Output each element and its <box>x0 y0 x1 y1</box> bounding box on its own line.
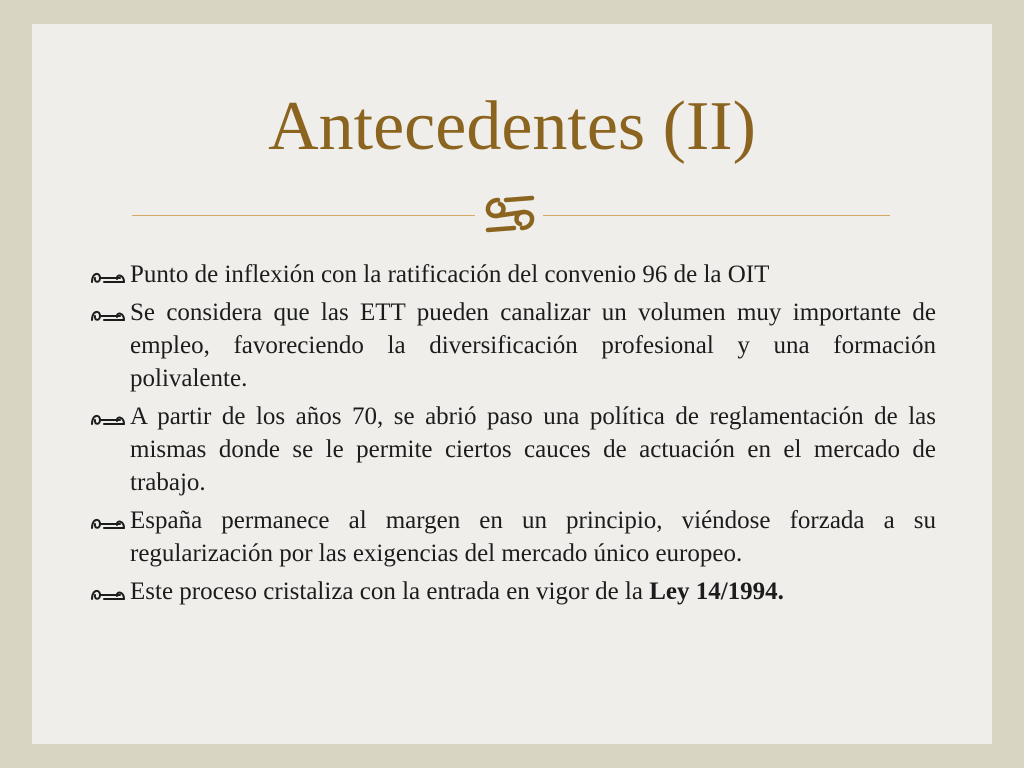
law-reference: Ley 14/1994. <box>649 578 784 605</box>
list-item <box>88 575 936 608</box>
scroll-ornament-icon <box>478 192 542 236</box>
bullet-text: Punto de inflexión con la ratificación del convenio 96 de la OIT <box>130 261 770 288</box>
slide-title: Antecedentes (II) <box>268 88 756 165</box>
list-item <box>88 258 936 291</box>
title-divider-right <box>543 215 890 216</box>
scroll-bullet-icon <box>90 308 126 324</box>
title-divider-left <box>132 215 475 216</box>
scroll-bullet-icon <box>90 412 126 428</box>
scroll-bullet-icon <box>90 587 126 603</box>
scroll-bullet-icon <box>90 516 126 532</box>
list-item <box>88 400 936 499</box>
bullet-list <box>88 258 936 613</box>
bullet-text: Se considera que las ETT pueden canalizar un volumen muy importante de empleo, favoreciendo la diversificación profesional y una formación polivalente. <box>130 299 936 392</box>
list-item <box>88 296 936 395</box>
slide <box>32 24 992 744</box>
bullet-text: A partir de los años 70, se abrió paso una política de reglamentación de las mismas donde se le permite ciertos cauces de actuación en el mercado de trabajo. <box>130 403 936 496</box>
bullet-text: Este proceso cristaliza con la entrada en vigor de la <box>130 578 650 605</box>
list-item <box>88 504 936 570</box>
scroll-bullet-icon <box>90 270 126 286</box>
bullet-text: España permanece al margen en un principio, viéndose forzada a su regularización por las exigencias del mercado único europeo. <box>130 507 936 567</box>
